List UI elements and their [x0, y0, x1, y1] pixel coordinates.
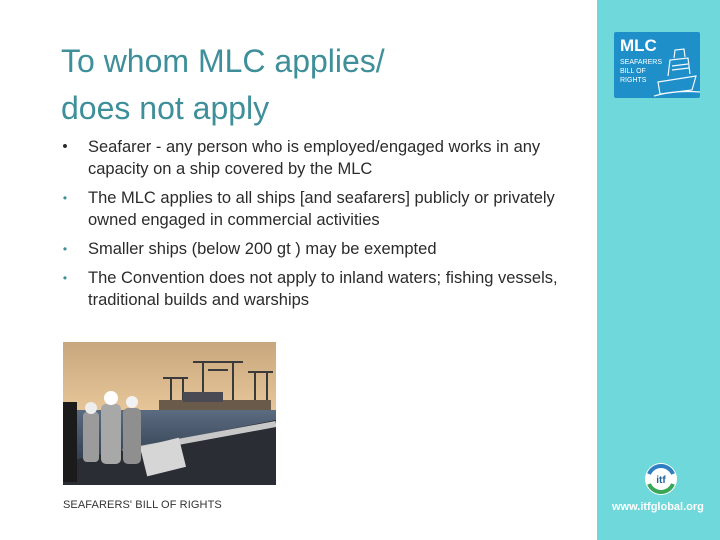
- bullet-item: [58, 136, 558, 180]
- bullet-list: [58, 136, 558, 318]
- logo-subtitle-line: SEAFARERS: [620, 59, 663, 66]
- bullet-item: [58, 187, 558, 231]
- bullet-icon: •: [62, 242, 68, 256]
- slide-title-line-1: To whom MLC applies/: [61, 43, 385, 79]
- bullet-item: [58, 267, 558, 311]
- bullet-item: [58, 238, 558, 260]
- logo-subtitle: [620, 58, 680, 85]
- website-url: www.itfglobal.org: [612, 501, 704, 513]
- bullet-icon: •: [62, 271, 68, 285]
- bullet-text: Smaller ships (below 200 gt ) may be exempted: [88, 240, 437, 258]
- slide-title-line-2: does not apply: [61, 90, 270, 126]
- bullet-text: The MLC applies to all ships [and seafarers] publicly or privately owned engaged in commercial activities: [88, 189, 555, 229]
- bullet-icon: •: [62, 191, 68, 205]
- bullet-icon: •: [62, 138, 68, 155]
- port-photo: [63, 342, 276, 485]
- slide-title: [61, 38, 561, 132]
- footer-text: SEAFARERS' BILL OF RIGHTS: [63, 499, 222, 511]
- bullet-text: Seafarer - any person who is employed/engaged works in any capacity on a ship covered by the MLC: [88, 138, 541, 178]
- logo-subtitle-line: RIGHTS: [620, 77, 647, 84]
- mlc-logo: [614, 32, 700, 98]
- logo-title: MLC: [620, 36, 657, 55]
- logo-subtitle-line: BILL OF: [620, 68, 646, 75]
- bullet-text: The Convention does not apply to inland waters; fishing vessels, traditional builds and warships: [88, 269, 558, 309]
- itf-logo-text: itf: [656, 475, 666, 486]
- itf-logo-icon: [644, 462, 678, 496]
